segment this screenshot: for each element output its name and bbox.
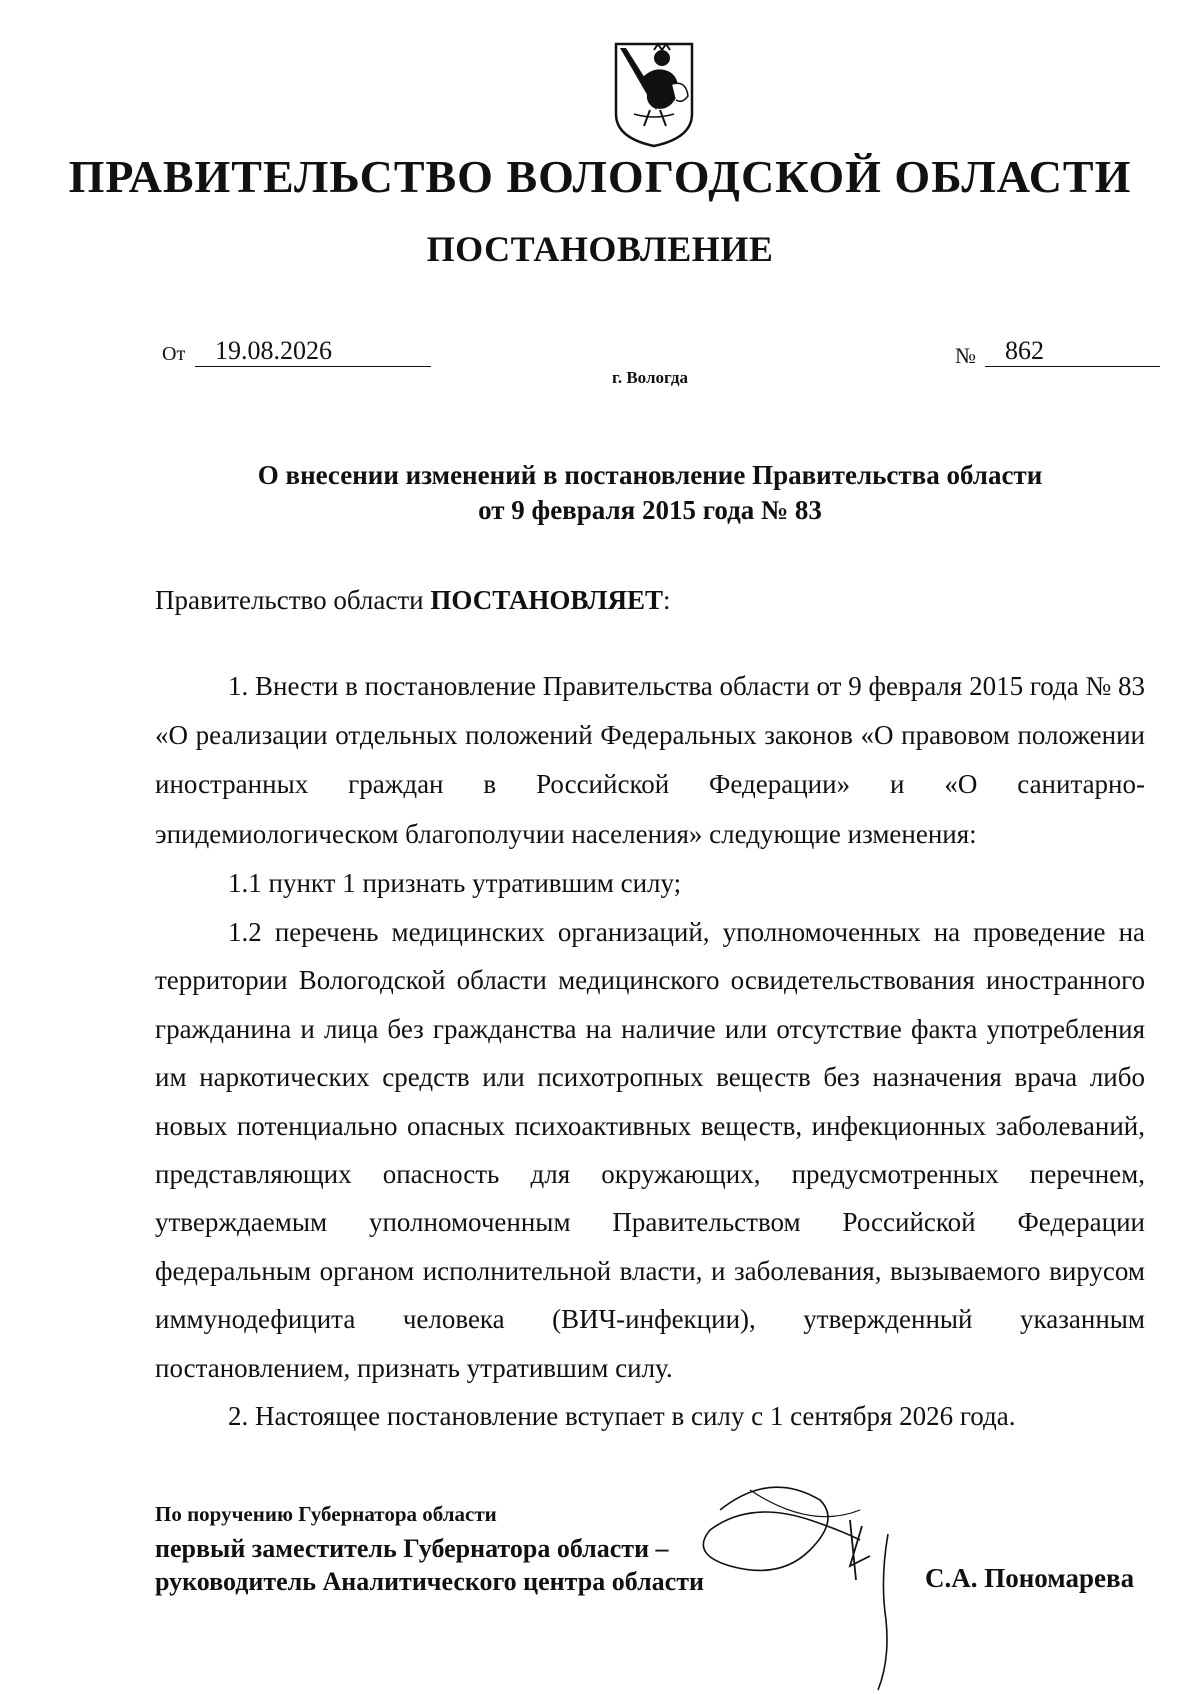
paragraph-1-2: 1.2 перечень медицинских организаций, уполномоченных на проведение на территории Вологодской области медицинского освидетельствования иностранного гражданина и лица без гражданства на наличие или отсутствие факта употребления им наркотических средств или психотропных веществ без назначения врача либо новых потенциально опасных психоактивных веществ, инфекционных заболеваний, представляющих опасность для окружающих, предусмотренных перечнем, утверждаемым уполномоченным Правительством Российской Федерации федеральным органом исполнительной власти, и заболевания, вызываемого вирусом иммунодефицита человека (ВИЧ-инфекции), утвержденный указанным постановлением, признать утратившим силу. (155, 917, 1145, 1383)
document-subject (0, 458, 1200, 528)
signature-on-behalf: По поручению Губернатора области (155, 1502, 497, 1526)
number-label: № (955, 343, 976, 368)
number-value: 862 (985, 336, 1160, 367)
date-value: 19.08.2026 (195, 336, 431, 367)
coat-of-arms-icon (610, 40, 698, 150)
date-label: От (162, 343, 186, 365)
city-label: г. Вологда (612, 368, 688, 387)
government-title: ПРАВИТЕЛЬСТВО ВОЛОГОДСКОЙ ОБЛАСТИ (68, 151, 1132, 202)
document-type: ПОСТАНОВЛЕНИЕ (426, 229, 774, 269)
paragraph-1: 1. Внести в постановление Правительства области от 9 февраля 2015 года № 83 «О реализации отдельных положений Федеральных законов «О правовом положении иностранных граждан в Российской Федерации» и «О санитарно-эпидемиологическом благополучии населения» следующие изменения: (155, 671, 1145, 849)
preamble-emphasis: ПОСТАНОВЛЯЕТ (430, 585, 663, 615)
document-body (155, 662, 1145, 1441)
signatory-name: С.А. Пономарева (925, 1563, 1135, 1593)
paragraph-2: 2. Настоящее постановление вступает в силу с 1 сентября 2026 года. (228, 1401, 1016, 1432)
handwritten-signature-icon (690, 1470, 930, 1695)
signature-role-line-2: руководитель Аналитического центра области (155, 1567, 704, 1596)
subject-line-1: О внесении изменений в постановление Правительства области (257, 460, 1043, 490)
preamble (155, 585, 671, 616)
signature-role-line-1: первый заместитель Губернатора области – (155, 1534, 669, 1563)
preamble-suffix: : (662, 585, 671, 615)
subject-line-2: от 9 февраля 2015 года № 83 (478, 495, 822, 525)
signature-role (155, 1532, 704, 1598)
paragraph-1-1: 1.1 пункт 1 признать утратившим силу; (228, 867, 682, 898)
preamble-prefix: Правительство области (155, 585, 431, 615)
